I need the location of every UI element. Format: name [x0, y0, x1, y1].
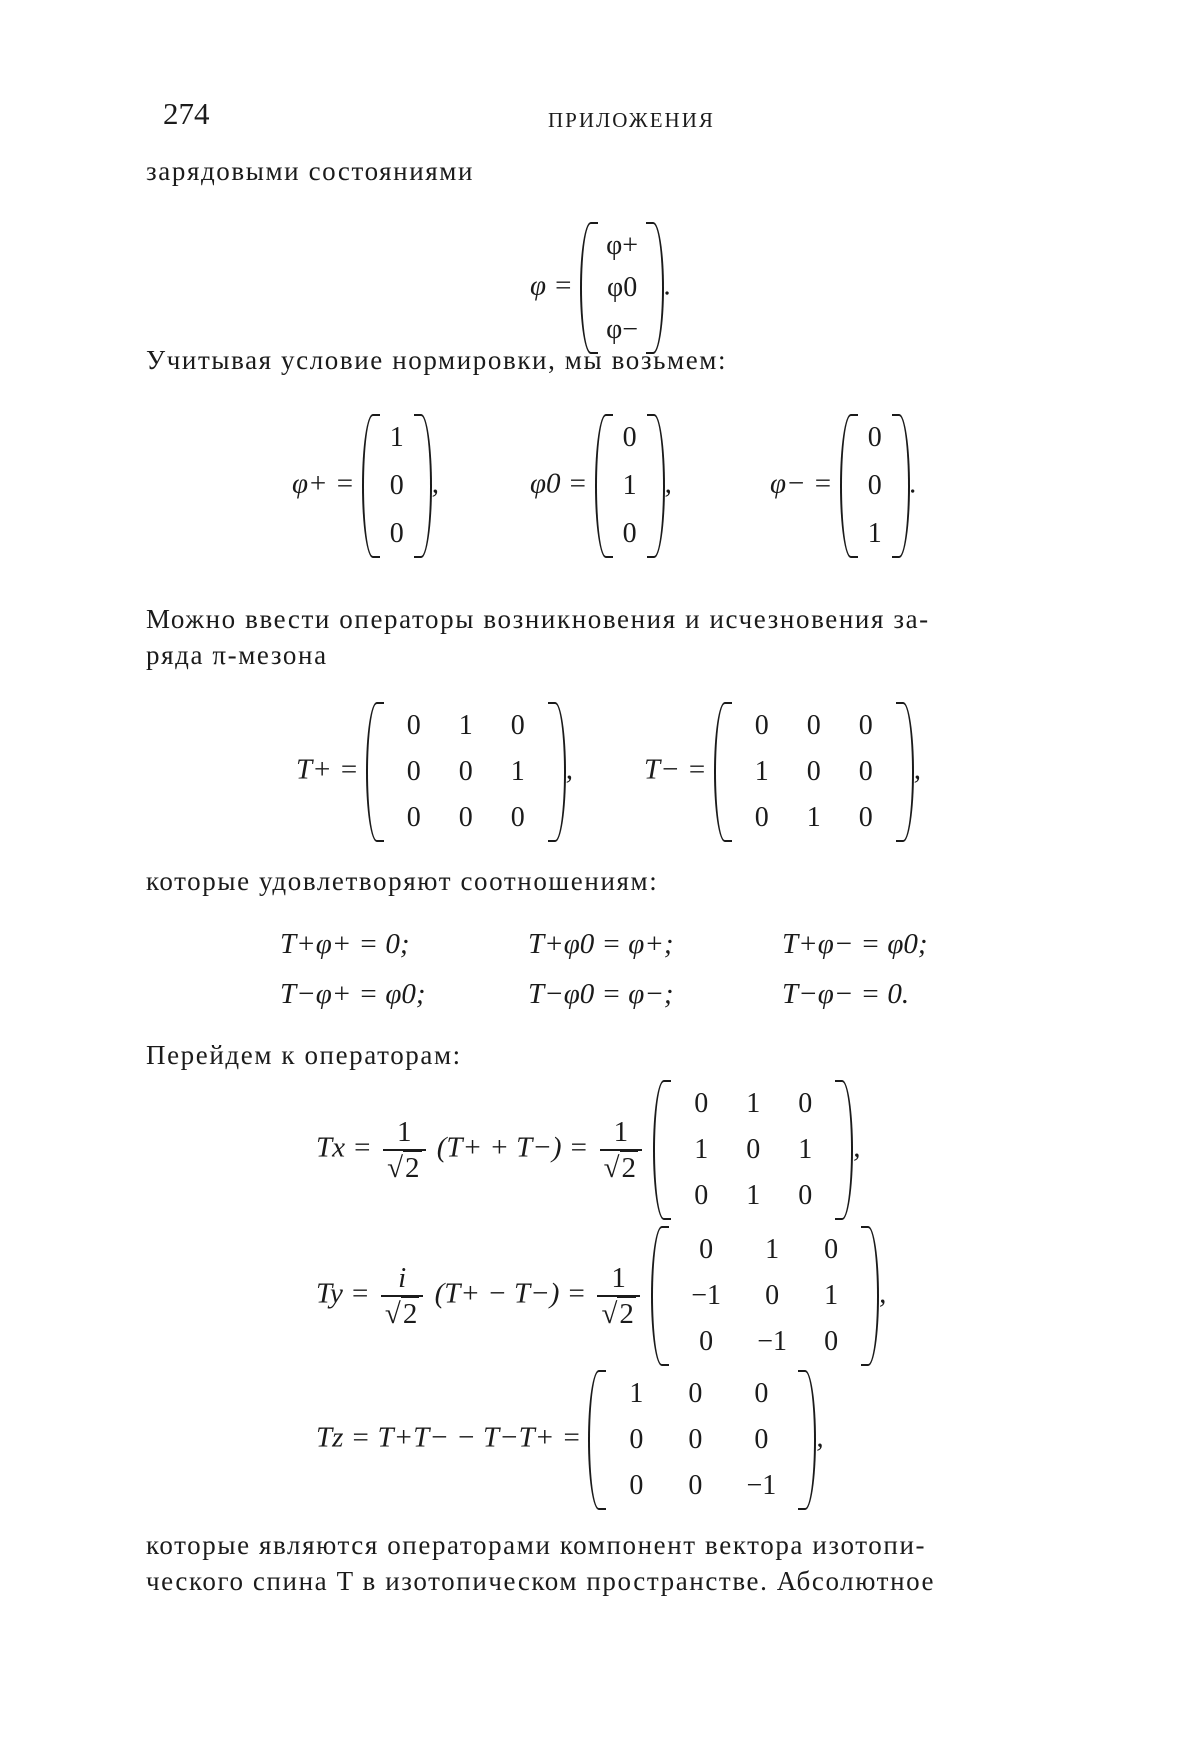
column-vector: φ+ φ0 φ− [580, 222, 664, 354]
paragraph-isospin-line1: которые являются операторами компонент вектора изотопи- [146, 1530, 927, 1560]
running-title: ПРИЛОЖЕНИЯ [548, 108, 715, 132]
equation-ty: Ty = $\frac{i}{√2}$ (T+ − T−) = $\frac{1}{√2}$ 0 1 0 −1 0 1 0 −1 0 , [316, 1226, 886, 1366]
paragraph-isospin-line2: ческого спина T в изотопическом пространстве. Абсолютное [146, 1566, 936, 1596]
relation-1-2: T+φ0 = φ+; [528, 928, 674, 960]
relation-2-2: T−φ0 = φ−; [528, 978, 674, 1010]
paragraph-operators-intro-line1: Можно ввести операторы возникновения и исчезновения за- [146, 604, 930, 634]
equation-basis-minus: φ− = 0 0 1 . [770, 414, 917, 558]
relation-2-3: T−φ− = 0. [782, 978, 910, 1010]
equation-tx: Tx = $\frac{1}{√2}$ (T+ + T−) = $\frac{1}{√2}$ 0 1 0 1 0 1 0 1 0 , [316, 1080, 861, 1220]
paragraph-relations-intro: которые удовлетворяют соотношениям: [146, 866, 659, 896]
equation-basis-plus: φ+ = 1 0 0 , [292, 414, 439, 558]
page-number: 274 [163, 96, 210, 131]
relation-1-1: T+φ+ = 0; [280, 928, 410, 960]
equation-basis-zero: φ0 = 0 1 0 , [530, 414, 672, 558]
equation-phi-vector: φ = φ+ φ0 φ− . [530, 222, 671, 354]
equation-t-minus: T− = 0 0 0 1 0 0 0 1 0 , [644, 702, 921, 842]
paragraph-charge-states: зарядовыми состояниями [146, 156, 475, 186]
relation-2-1: T−φ+ = φ0; [280, 978, 426, 1010]
paragraph-normalization: Учитывая условие нормировки, мы возьмем: [146, 345, 728, 375]
relation-1-3: T+φ− = φ0; [782, 928, 928, 960]
equation-tz: Tz = T+T− − T−T+ = 1 0 0 0 0 0 0 0 −1 , [316, 1370, 824, 1510]
equation-t-plus: T+ = 0 1 0 0 0 1 0 0 0 , [296, 702, 573, 842]
paragraph-operators-intro-line2: ряда π-мезона [146, 640, 328, 670]
paragraph-move-to-operators: Перейдем к операторам: [146, 1040, 462, 1070]
